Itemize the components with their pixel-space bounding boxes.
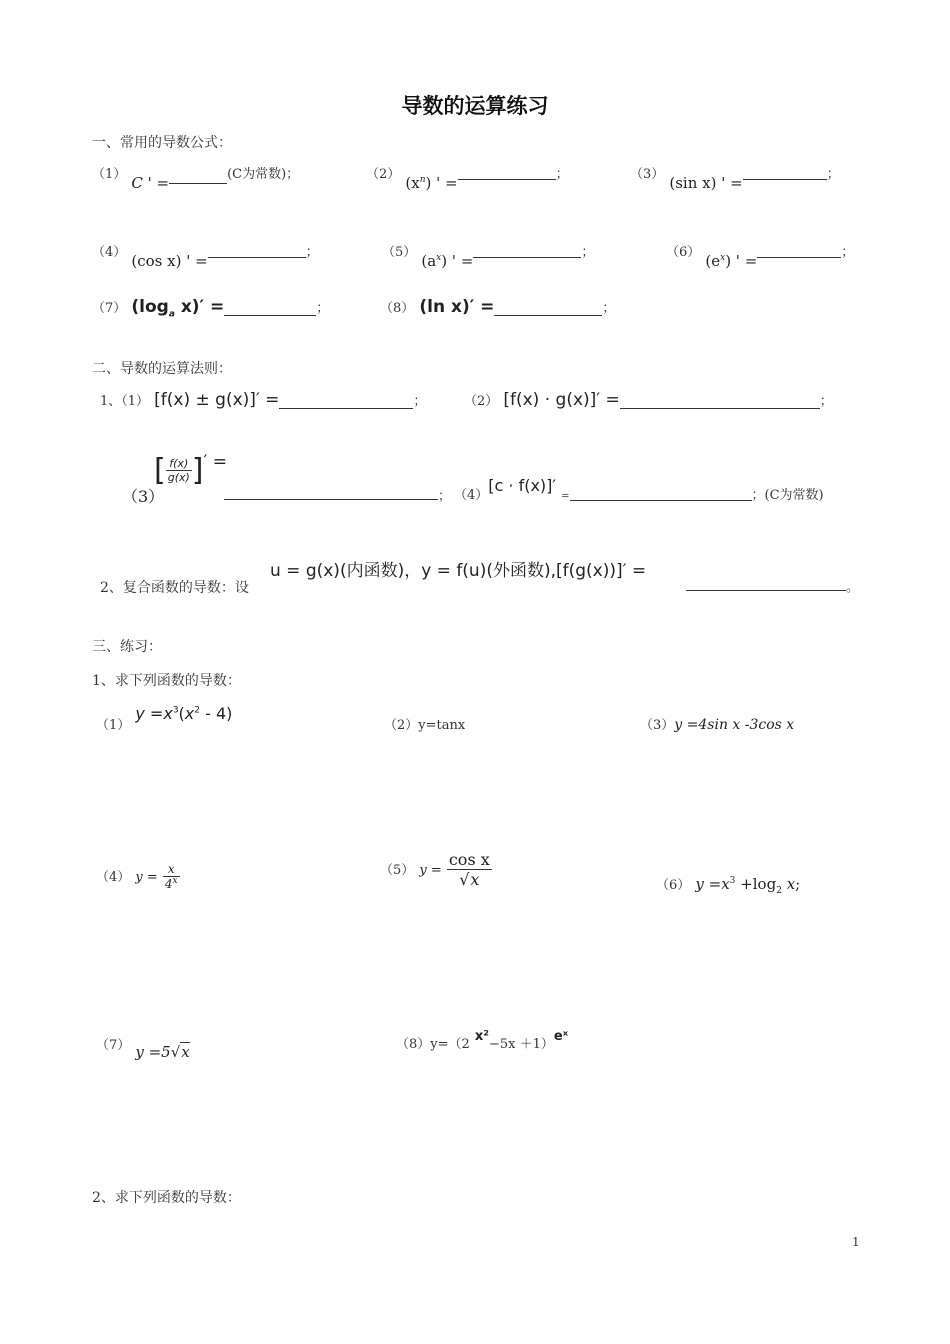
problem-1: $_{(1)}$ $y =x^3(x^2 - 4)$ (96, 704, 233, 733)
rule-1-row: 1、（1） [f(x) ± g(x)]′ = ； (100, 390, 427, 410)
composite-label: 2、复合函数的导数：设 (100, 580, 249, 596)
problem-6: （6） $y =x^3 +\log_2$ x; (656, 875, 801, 896)
answer-blank[interactable] (743, 165, 827, 180)
problem-4: （4） y = $\frac{x}{4^x}$ (96, 862, 178, 891)
section-heading-practice: 三、练习： (92, 639, 162, 655)
rule-3-formula: [ $\frac{f(x)}{g(x)}$ ]′ = (154, 452, 228, 488)
question-1-heading: 1、求下列函数的导数： (92, 673, 241, 689)
answer-blank[interactable] (279, 394, 413, 409)
question-2-heading: 2、求下列函数的导数： (92, 1190, 241, 1206)
page-number: 1 (852, 1235, 860, 1249)
section-heading-formulas: 一、常用的导数公式： (92, 135, 232, 151)
formula-item-4: （4） (cos x) ' = ； (92, 245, 319, 270)
formula-item-5: （5） $(a^x)$ ' = ； (382, 245, 595, 270)
problem-5: （5） y = $\frac{\text{cos x}}{√x}$ (380, 850, 490, 889)
answer-blank[interactable] (473, 243, 581, 258)
formula-item-6: （6） $(e^x)$ ' = ； (666, 245, 855, 270)
problem-2: （2）y=tanx (384, 718, 466, 733)
answer-blank[interactable] (570, 486, 752, 501)
formula-item-1: （1） C ' = (C为常数)； (92, 167, 300, 192)
rule-4-row: $_{(4)}$[c · f(x)]′ $_=$ $_{;(C为常数)}$ (454, 476, 824, 503)
answer-blank[interactable] (224, 301, 316, 316)
section-heading-rules: 二、导数的运算法则： (92, 361, 232, 377)
answer-blank[interactable] (224, 485, 438, 500)
answer-blank[interactable] (620, 394, 820, 409)
formula-item-8: （8） (ln x)′ = ； (380, 297, 616, 317)
rule-2-row: （2） [f(x) · g(x)]′ = ； (464, 390, 833, 410)
composite-answer: 。 (686, 576, 859, 595)
rule-3-answer: ； (224, 485, 451, 504)
answer-blank[interactable] (458, 165, 556, 180)
problem-8: $_{(8)y=(2}$ $x^2_{-5x +1)}eˣ$ (396, 1029, 569, 1052)
answer-blank[interactable] (169, 169, 227, 184)
formula-item-3: （3） (sin x) ' = ； (630, 167, 840, 192)
page-title: 导数的运算练习 (401, 94, 549, 118)
answer-blank[interactable] (757, 243, 841, 258)
formula-item-7: （7） ($\log_a$ x)′ = ； (92, 297, 330, 320)
answer-blank[interactable] (686, 576, 846, 591)
rule-3-label: （3） (122, 487, 165, 506)
answer-blank[interactable] (494, 301, 602, 316)
problem-7: （7） y =5√x (96, 1038, 190, 1061)
formula-item-2: （2） $(x^n)$ ' = ； (366, 167, 569, 192)
answer-blank[interactable] (208, 243, 306, 258)
composite-formula: u = g(x)(内函数)，y = f(u)(外函数),[f(g(x))]′ = (270, 561, 647, 581)
problem-3: （3）y =4sin x -3cos x (640, 717, 795, 733)
